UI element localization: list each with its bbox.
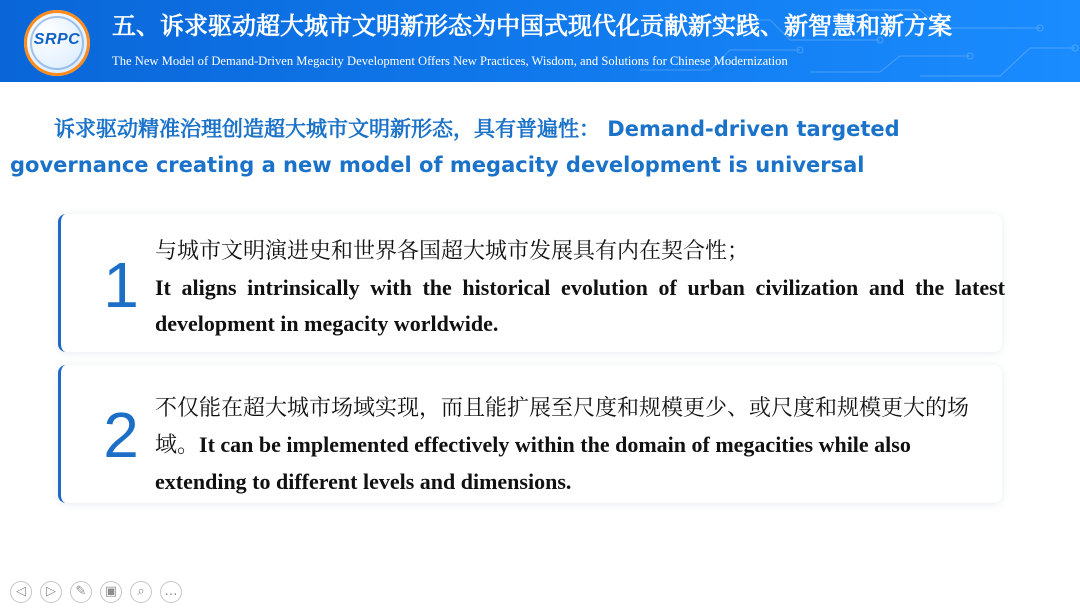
slide-header (0, 0, 1080, 82)
point-card-1 (58, 214, 1005, 352)
slides-icon[interactable]: ▣ (100, 581, 122, 603)
slide-subtitle: The New Model of Demand-Driven Megacity Development Offers New Practices, Wisdom, and Solutions for Chinese Modernization (112, 54, 788, 68)
point-chinese-text: 不仅能在超大城市场域实现，而且能扩展至尺度和规模更少、或尺度和规模更大的场域。 (155, 396, 970, 458)
lead-line-2: governance creating a new model of megacity development is universal (10, 153, 865, 177)
slide-title: 五、诉求驱动超大城市文明新形态为中国式现代化贡献新实践、新智慧和新方案 (112, 12, 952, 40)
point-text (155, 234, 1005, 342)
point-card-2 (58, 365, 1002, 503)
point-number: 2 (103, 399, 139, 471)
point-english-text: It aligns intrinsically with the historical evolution of urban civilization and the latest development in megacity worldwide. (155, 275, 1005, 336)
previous-icon[interactable]: ◁ (10, 581, 32, 603)
point-english-text: It can be implemented effectively within the domain of megacities while also extending to different levels and dimensions. (155, 432, 911, 494)
lead-statement (10, 111, 1046, 183)
lead-line-1: 诉求驱动精准治理创造超大城市文明新形态，具有普遍性： Demand-driven targeted (54, 117, 900, 141)
point-chinese-text: 与城市文明演进史和世界各国超大城市发展具有内在契合性； (155, 239, 750, 264)
next-icon[interactable]: ▷ (40, 581, 62, 603)
srpc-logo (24, 10, 90, 76)
point-text (155, 391, 1005, 501)
pen-icon[interactable]: ✎ (70, 581, 92, 603)
logo-text: SRPC (33, 31, 81, 48)
more-icon[interactable]: … (160, 581, 182, 603)
zoom-icon[interactable]: ⌕ (130, 581, 152, 603)
point-number: 1 (103, 249, 139, 321)
